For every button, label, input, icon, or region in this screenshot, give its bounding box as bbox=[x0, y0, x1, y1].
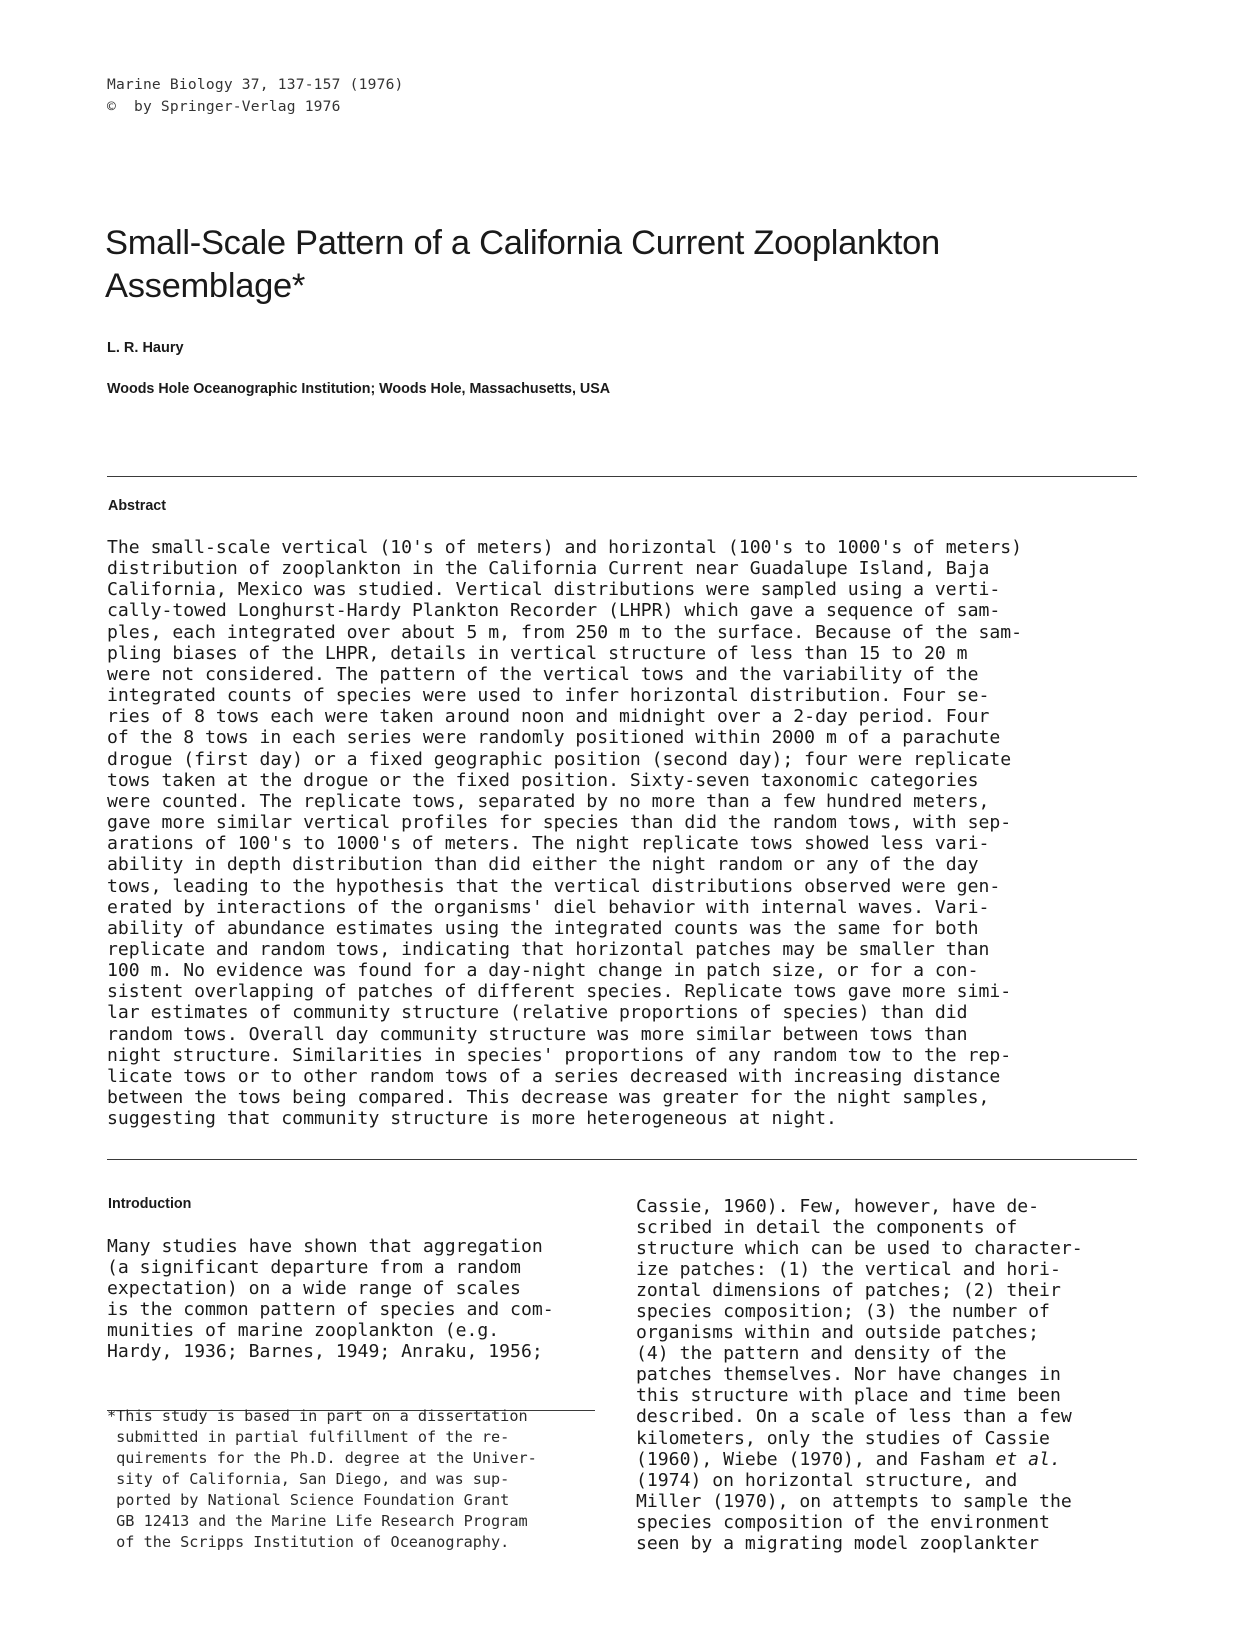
text-line: sistent overlapping of patches of different species. Replicate tows gave more simi- bbox=[107, 981, 1012, 1003]
text-line: is the common pattern of species and com- bbox=[107, 1299, 554, 1321]
text-line: seen by a migrating model zooplankter bbox=[636, 1532, 1040, 1554]
text-line: California, Mexico was studied. Vertical distributions were sampled using a verti- bbox=[107, 579, 1001, 601]
text-line: arations of 100's to 1000's of meters. The night replicate tows showed less vari- bbox=[107, 833, 990, 855]
text-line: night structure. Similarities in species' proportions of any random tow to the rep- bbox=[107, 1044, 1012, 1066]
text-line: suggesting that community structure is more heterogeneous at night. bbox=[107, 1108, 837, 1130]
abstract-body bbox=[107, 537, 1022, 1129]
text-line: (4) the pattern and density of the bbox=[636, 1343, 1007, 1365]
text-line: pling biases of the LHPR, details in vertical structure of less than 15 to 20 m bbox=[107, 642, 968, 664]
text-line: patches themselves. Nor have changes in bbox=[636, 1364, 1061, 1386]
author-affiliation: Woods Hole Oceanographic Institution; Woods Hole, Massachusetts, USA bbox=[107, 381, 611, 397]
text-line: organisms within and outside patches; bbox=[636, 1322, 1040, 1344]
title-line: Assemblage* bbox=[105, 267, 305, 305]
author-name: L. R. Haury bbox=[107, 340, 184, 356]
text-line: gave more similar vertical profiles for species than did the random tows, with sep- bbox=[107, 812, 1012, 834]
text-line: (1974) on horizontal structure, and bbox=[636, 1469, 1018, 1491]
text-line: distribution of zooplankton in the California Current near Guadalupe Island, Baja bbox=[107, 558, 990, 580]
text-line: tows, leading to the hypothesis that the vertical distributions observed were gen- bbox=[107, 875, 1001, 897]
text-line: structure which can be used to character- bbox=[636, 1238, 1083, 1260]
text-line: sity of California, San Diego, and was sup- bbox=[107, 1470, 510, 1489]
text-line: replicate and random tows, indicating that horizontal patches may be smaller than bbox=[107, 938, 990, 960]
text-line: drogue (first day) or a fixed geographic position (second day); four were replicate bbox=[107, 748, 1012, 770]
divider bbox=[107, 1159, 1137, 1160]
journal-reference: Marine Biology 37, 137-157 (1976) bbox=[107, 76, 404, 93]
paper-title bbox=[105, 222, 1005, 308]
introduction-right-column bbox=[636, 1196, 1083, 1554]
text-line: scribed in detail the components of bbox=[636, 1217, 1018, 1239]
text-line: between the tows being compared. This decrease was greater for the night samples, bbox=[107, 1087, 990, 1109]
text-line: were not considered. The pattern of the vertical tows and the variability of the bbox=[107, 663, 979, 685]
text-line: ported by National Science Foundation Grant bbox=[107, 1491, 510, 1510]
text-line: integrated counts of species were used to infer horizontal distribution. Four se- bbox=[107, 685, 990, 707]
text-line: Cassie, 1960). Few, however, have de- bbox=[636, 1196, 1040, 1217]
text-line: (1960), Wiebe (1970), and Fasham et al. bbox=[636, 1448, 1061, 1470]
text-line: species composition; (3) the number of bbox=[636, 1301, 1050, 1323]
text-line: of the 8 tows in each series were randomly positioned within 2000 m of a parachute bbox=[107, 727, 1001, 749]
text-line: ability of abundance estimates using the integrated counts was the same for both bbox=[107, 917, 979, 939]
text-line: ples, each integrated over about 5 m, from 250 m to the surface. Because of the sam- bbox=[107, 621, 1023, 643]
text-line: were counted. The replicate tows, separated by no more than a few hundred meters, bbox=[107, 790, 990, 812]
title-line: Small-Scale Pattern of a California Current Zooplankton bbox=[105, 224, 940, 262]
text-line: 100 m. No evidence was found for a day-night change in patch size, or for a con- bbox=[107, 960, 979, 982]
text-line: *This study is based in part on a dissertation bbox=[107, 1407, 528, 1425]
text-line: Hardy, 1936; Barnes, 1949; Anraku, 1956; bbox=[107, 1341, 543, 1363]
footnote bbox=[107, 1406, 537, 1553]
text-line: GB 12413 and the Marine Life Research Program bbox=[107, 1512, 528, 1531]
text-line: Miller (1970), on attempts to sample the bbox=[636, 1490, 1072, 1512]
text-line: species composition of the environment bbox=[636, 1511, 1050, 1533]
introduction-heading: Introduction bbox=[108, 1196, 192, 1212]
text-line: submitted in partial fulfillment of the re- bbox=[107, 1428, 510, 1447]
text-line: this structure with place and time been bbox=[636, 1385, 1061, 1407]
divider bbox=[107, 476, 1137, 477]
introduction-left-column bbox=[107, 1236, 554, 1363]
text-line: of the Scripps Institution of Oceanography. bbox=[107, 1533, 510, 1552]
text-line: licate tows or to other random tows of a series decreased with increasing distance bbox=[107, 1065, 1001, 1087]
text-line: random tows. Overall day community structure was more similar between tows than bbox=[107, 1023, 968, 1045]
text-line: ability in depth distribution than did either the night random or any of the day bbox=[107, 854, 979, 876]
text-line: kilometers, only the studies of Cassie bbox=[636, 1427, 1050, 1449]
text-line: cally-towed Longhurst-Hardy Plankton Recorder (LHPR) which gave a sequence of sam- bbox=[107, 600, 1001, 622]
text-line: ries of 8 tows each were taken around noon and midnight over a 2-day period. Four bbox=[107, 706, 990, 728]
text-line: ize patches: (1) the vertical and hori- bbox=[636, 1259, 1061, 1281]
text-line: lar estimates of community structure (relative proportions of species) than did bbox=[107, 1002, 968, 1024]
text-line: tows taken at the drogue or the fixed position. Sixty-seven taxonomic categories bbox=[107, 769, 979, 791]
journal-copyright: © by Springer-Verlag 1976 bbox=[107, 98, 341, 115]
text-line: quirements for the Ph.D. degree at the Univer- bbox=[107, 1449, 537, 1468]
text-line: erated by interactions of the organisms' diel behavior with internal waves. Vari- bbox=[107, 896, 990, 918]
text-line: described. On a scale of less than a few bbox=[636, 1406, 1072, 1428]
text-line: expectation) on a wide range of scales bbox=[107, 1278, 521, 1300]
abstract-heading: Abstract bbox=[108, 498, 166, 514]
text-line: zontal dimensions of patches; (2) their bbox=[636, 1280, 1061, 1302]
et-al-italic: et al. bbox=[995, 1448, 1061, 1470]
text-line: (a significant departure from a random bbox=[107, 1257, 521, 1279]
text-line: Many studies have shown that aggregation bbox=[107, 1236, 543, 1257]
text-line: The small-scale vertical (10's of meters) and horizontal (100's to 1000's of meters) bbox=[107, 537, 1023, 558]
text-line: munities of marine zooplankton (e.g. bbox=[107, 1320, 500, 1342]
